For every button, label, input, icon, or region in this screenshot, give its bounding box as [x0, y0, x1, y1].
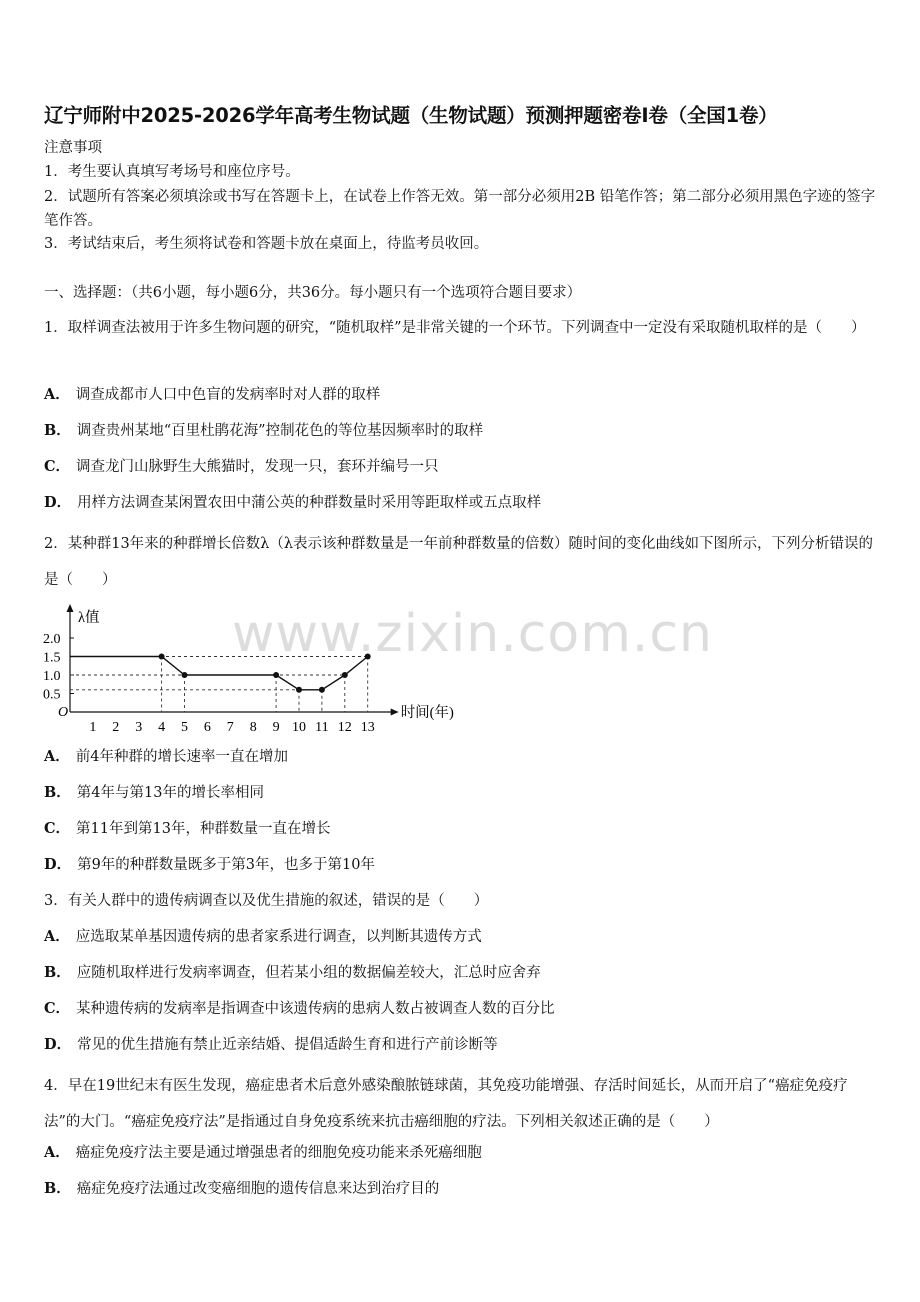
option-item: [44, 457, 439, 477]
option-key: D．: [44, 856, 72, 873]
x-axis-label: 时间(年): [400, 705, 454, 721]
option-text: 癌症免疫疗法通过改变癌细胞的遗传信息来达到治疗目的: [76, 1181, 440, 1197]
x-tick-label: 11: [315, 720, 329, 735]
origin-label: O: [58, 705, 69, 720]
x-tick-label: 7: [226, 720, 234, 735]
x-tick-label: 3: [135, 720, 143, 735]
option-text: 用样方法调查某闲置农田中蒲公英的种群数量时采用等距取样或五点取样: [77, 495, 542, 511]
notice-item: 2．试题所有答案必须填涂或书写在答题卡上，在试卷上作答无效。第一部分必须用2B 铅笔作答；第二部分必须用黑色字迹的签字笔作答。: [44, 189, 876, 229]
option-key: A．: [44, 386, 70, 403]
notice-item: 3．考试结束后，考生须将试卷和答题卡放在桌面上，待监考员收回。: [44, 236, 489, 252]
notice-heading: 注意事项: [44, 140, 102, 156]
option-key: B．: [44, 784, 71, 801]
option-key: B．: [44, 422, 71, 439]
page-title: 辽宁师附中2025-2026学年高考生物试题（生物试题）预测押题密卷I卷（全国1卷）: [44, 104, 778, 127]
question-stem: 3．有关人群中的遗传病调查以及优生措施的叙述，错误的是（ ）: [44, 893, 489, 909]
option-item: [44, 747, 288, 767]
data-point: [342, 672, 348, 678]
option-key: D．: [44, 1036, 72, 1053]
option-key: C．: [44, 458, 71, 475]
option-text: 调查龙门山脉野生大熊猫时，发现一只，套环并编号一只: [76, 459, 439, 475]
y-tick-label: 1.5: [43, 650, 61, 666]
option-key: D．: [44, 494, 72, 511]
option-item: [44, 855, 375, 875]
option-key: A．: [44, 748, 70, 765]
x-tick-label: 10: [292, 720, 306, 735]
option-text: 常见的优生措施有禁止近亲结婚、提倡适龄生育和进行产前诊断等: [77, 1037, 498, 1053]
option-item: [44, 963, 541, 983]
option-text: 某种遗传病的发病率是指调查中该遗传病的患病人数占被调查人数的百分比: [76, 1001, 555, 1017]
option-key: B．: [44, 964, 71, 981]
data-point: [273, 672, 279, 678]
data-point: [159, 654, 165, 660]
option-key: B．: [44, 1180, 71, 1197]
option-text: 前4年种群的增长速率一直在增加: [75, 749, 288, 765]
option-item: [44, 421, 483, 441]
y-tick-label: 0.5: [43, 687, 61, 703]
x-tick-label: 2: [112, 720, 120, 735]
question-stem: 2．某种群13年来的种群增长倍数λ（λ表示该种群数量是一年前种群数量的倍数）随时间的变化曲线如下图所示，下列分析错误的是（ ）: [44, 536, 874, 588]
option-key: A．: [44, 928, 70, 945]
question-stem: 1．取样调查法被用于许多生物问题的研究，“随机取样”是非常关键的一个环节。下列调查中一定没有采取随机取样的是（ ）: [44, 320, 866, 336]
option-item: [44, 1179, 439, 1199]
option-key: C．: [44, 820, 71, 837]
x-tick-label: 9: [272, 720, 280, 735]
option-text: 应随机取样进行发病率调查，但若某小组的数据偏差较大，汇总时应舍弃: [76, 965, 541, 981]
option-item: [44, 999, 555, 1019]
data-point: [296, 687, 302, 693]
y-axis-label: λ值: [78, 610, 100, 626]
x-tick-label: 8: [249, 720, 257, 735]
x-tick-label: 1: [89, 720, 97, 735]
watermark: www.zixin.com.cn: [232, 604, 713, 664]
y-tick-label: 1.0: [43, 669, 61, 684]
x-tick-label: 13: [360, 720, 375, 735]
option-item: [44, 1143, 482, 1163]
option-item: [44, 783, 264, 803]
data-point: [319, 687, 325, 693]
option-item: [44, 493, 541, 513]
x-axis-arrow: [391, 709, 399, 716]
section-heading: 一、选择题：（共6小题，每小题6分，共36分。每小题只有一个选项符合题目要求）: [44, 285, 582, 301]
option-text: 第9年的种群数量既多于第3年，也多于第10年: [77, 857, 375, 873]
option-text: 第11年到第13年，种群数量一直在增长: [76, 821, 331, 837]
question-stem: 4．早在19世纪末有医生发现，癌症患者术后意外感染酿脓链球菌，其免疫功能增强、存活时间延长，从而开启了“癌症免疫疗法”的大门。“癌症免疫疗法”是指通过自身免疫系统来抗击癌细胞的疗法。下列相关叙述正确的是（ ）: [44, 1078, 848, 1130]
y-axis-arrow: [67, 604, 74, 612]
option-key: A．: [44, 1144, 70, 1161]
option-text: 调查成都市人口中色盲的发病率时对人群的取样: [75, 387, 381, 403]
data-point: [182, 672, 188, 678]
option-text: 应选取某单基因遗传病的患者家系进行调查，以判断其遗传方式: [75, 929, 482, 945]
option-text: 调查贵州某地“百里杜鹃花海”控制花色的等位基因频率时的取样: [76, 423, 484, 439]
option-item: [44, 385, 380, 405]
option-key: C．: [44, 1000, 71, 1017]
option-item: [44, 1035, 498, 1055]
option-text: 癌症免疫疗法主要是通过增强患者的细胞免疫功能来杀死癌细胞: [75, 1145, 482, 1161]
x-tick-label: 12: [337, 720, 352, 735]
y-tick-label: 2.0: [43, 632, 61, 647]
option-item: [44, 927, 482, 947]
x-tick-label: 5: [181, 720, 188, 735]
option-text: 第4年与第13年的增长率相同: [76, 785, 264, 801]
x-tick-label: 6: [203, 720, 211, 735]
notice-item: 1．考生要认真填写考场号和座位序号。: [44, 164, 300, 180]
option-item: [44, 819, 330, 839]
x-tick-label: 4: [158, 720, 166, 735]
